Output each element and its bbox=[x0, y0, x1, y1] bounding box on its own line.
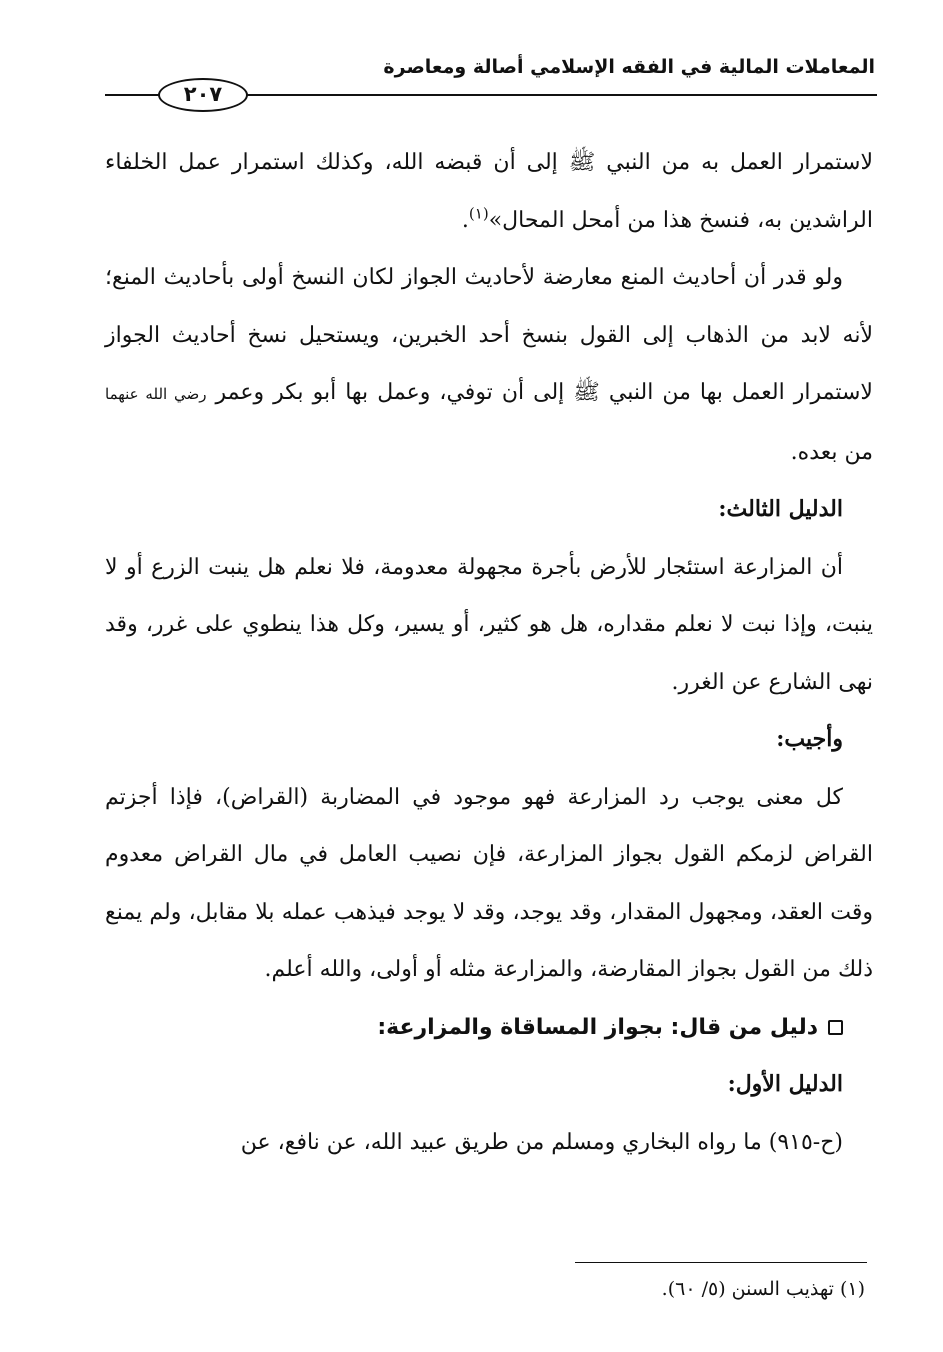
paragraph-1-tail: . bbox=[461, 207, 469, 233]
heading-response: وأجيب: bbox=[776, 726, 843, 752]
running-title: المعاملات المالية في الفقه الإسلامي أصالة ومعاصرة bbox=[383, 56, 875, 78]
paragraph-1-text: لاستمرار العمل به من النبي ﷺ إلى أن قبضه الله، وكذلك استمرار عمل الخلفاء الراشدين به، فنسخ هذا من أمحل المحال» bbox=[105, 150, 873, 233]
footnote-number: (١) bbox=[839, 1278, 865, 1300]
paragraph-2 bbox=[105, 249, 873, 481]
paragraph-2-text: ولو قدر أن أحاديث المنع معارضة لأحاديث الجواز لكان النسخ أولى بأحاديث المنع؛ لأنه لابد من الذهاب إلى القول بنسخ أحد الخبرين، ويستحيل نسخ أحاديث الجواز لاستمرار العمل بها من النبي ﷺ إلى أن توفي، وعمل بها أبو بكر وعمر bbox=[105, 265, 873, 405]
main-text bbox=[105, 134, 873, 1171]
square-outline-icon bbox=[828, 1020, 843, 1035]
paragraph-3: أن المزارعة استئجار للأرض بأجرة مجهولة معدومة، فلا نعلم هل ينبت الزرع أو لا ينبت، وإذا نبت لا نعلم مقداره، هل هو كثير، أو يسير، وكل هذا ينطوي على غرر، وقد نهى الشارع عن الغرر. bbox=[105, 554, 873, 695]
paragraph-1 bbox=[105, 134, 873, 249]
footnote-1 bbox=[165, 1274, 865, 1304]
heading-third-evidence: الدليل الثالث: bbox=[718, 496, 843, 522]
section-heading bbox=[105, 999, 873, 1057]
paragraph-4: كل معنى يوجب رد المزارعة فهو موجود في المضاربة (القراض)، فإذا أجزتم القراض لزمكم القول بجواز المزارعة، فإن نصيب العامل في مال القراض معدوم وقت العقد، ومجهول المقدار، وقد يوجد، وقد لا يوجد فيذهب عمله بلا مقابل، ولم يمنع ذلك من القول بجواز المقارضة، والمزارعة مثله أو أولى، والله أعلم. bbox=[105, 784, 873, 982]
heading-first-evidence: الدليل الأول: bbox=[727, 1071, 843, 1097]
footnote-reference[interactable]: (١) bbox=[468, 204, 489, 223]
paragraph-2-text-end: من بعده. bbox=[790, 439, 873, 465]
honorific-symbol: رضي الله عنهما bbox=[105, 385, 207, 403]
footnote-separator bbox=[575, 1262, 867, 1263]
footnote-text: تهذيب السنن (٥/ ٦٠). bbox=[661, 1278, 834, 1300]
paragraph-5: (ح-٩١٥) ما رواه البخاري ومسلم من طريق عبيد الله، عن نافع، عن bbox=[240, 1129, 843, 1155]
page-number: ٢٠٧ bbox=[158, 78, 248, 112]
section-heading-text: دليل من قال: بجواز المساقاة والمزارعة: bbox=[377, 1014, 818, 1040]
